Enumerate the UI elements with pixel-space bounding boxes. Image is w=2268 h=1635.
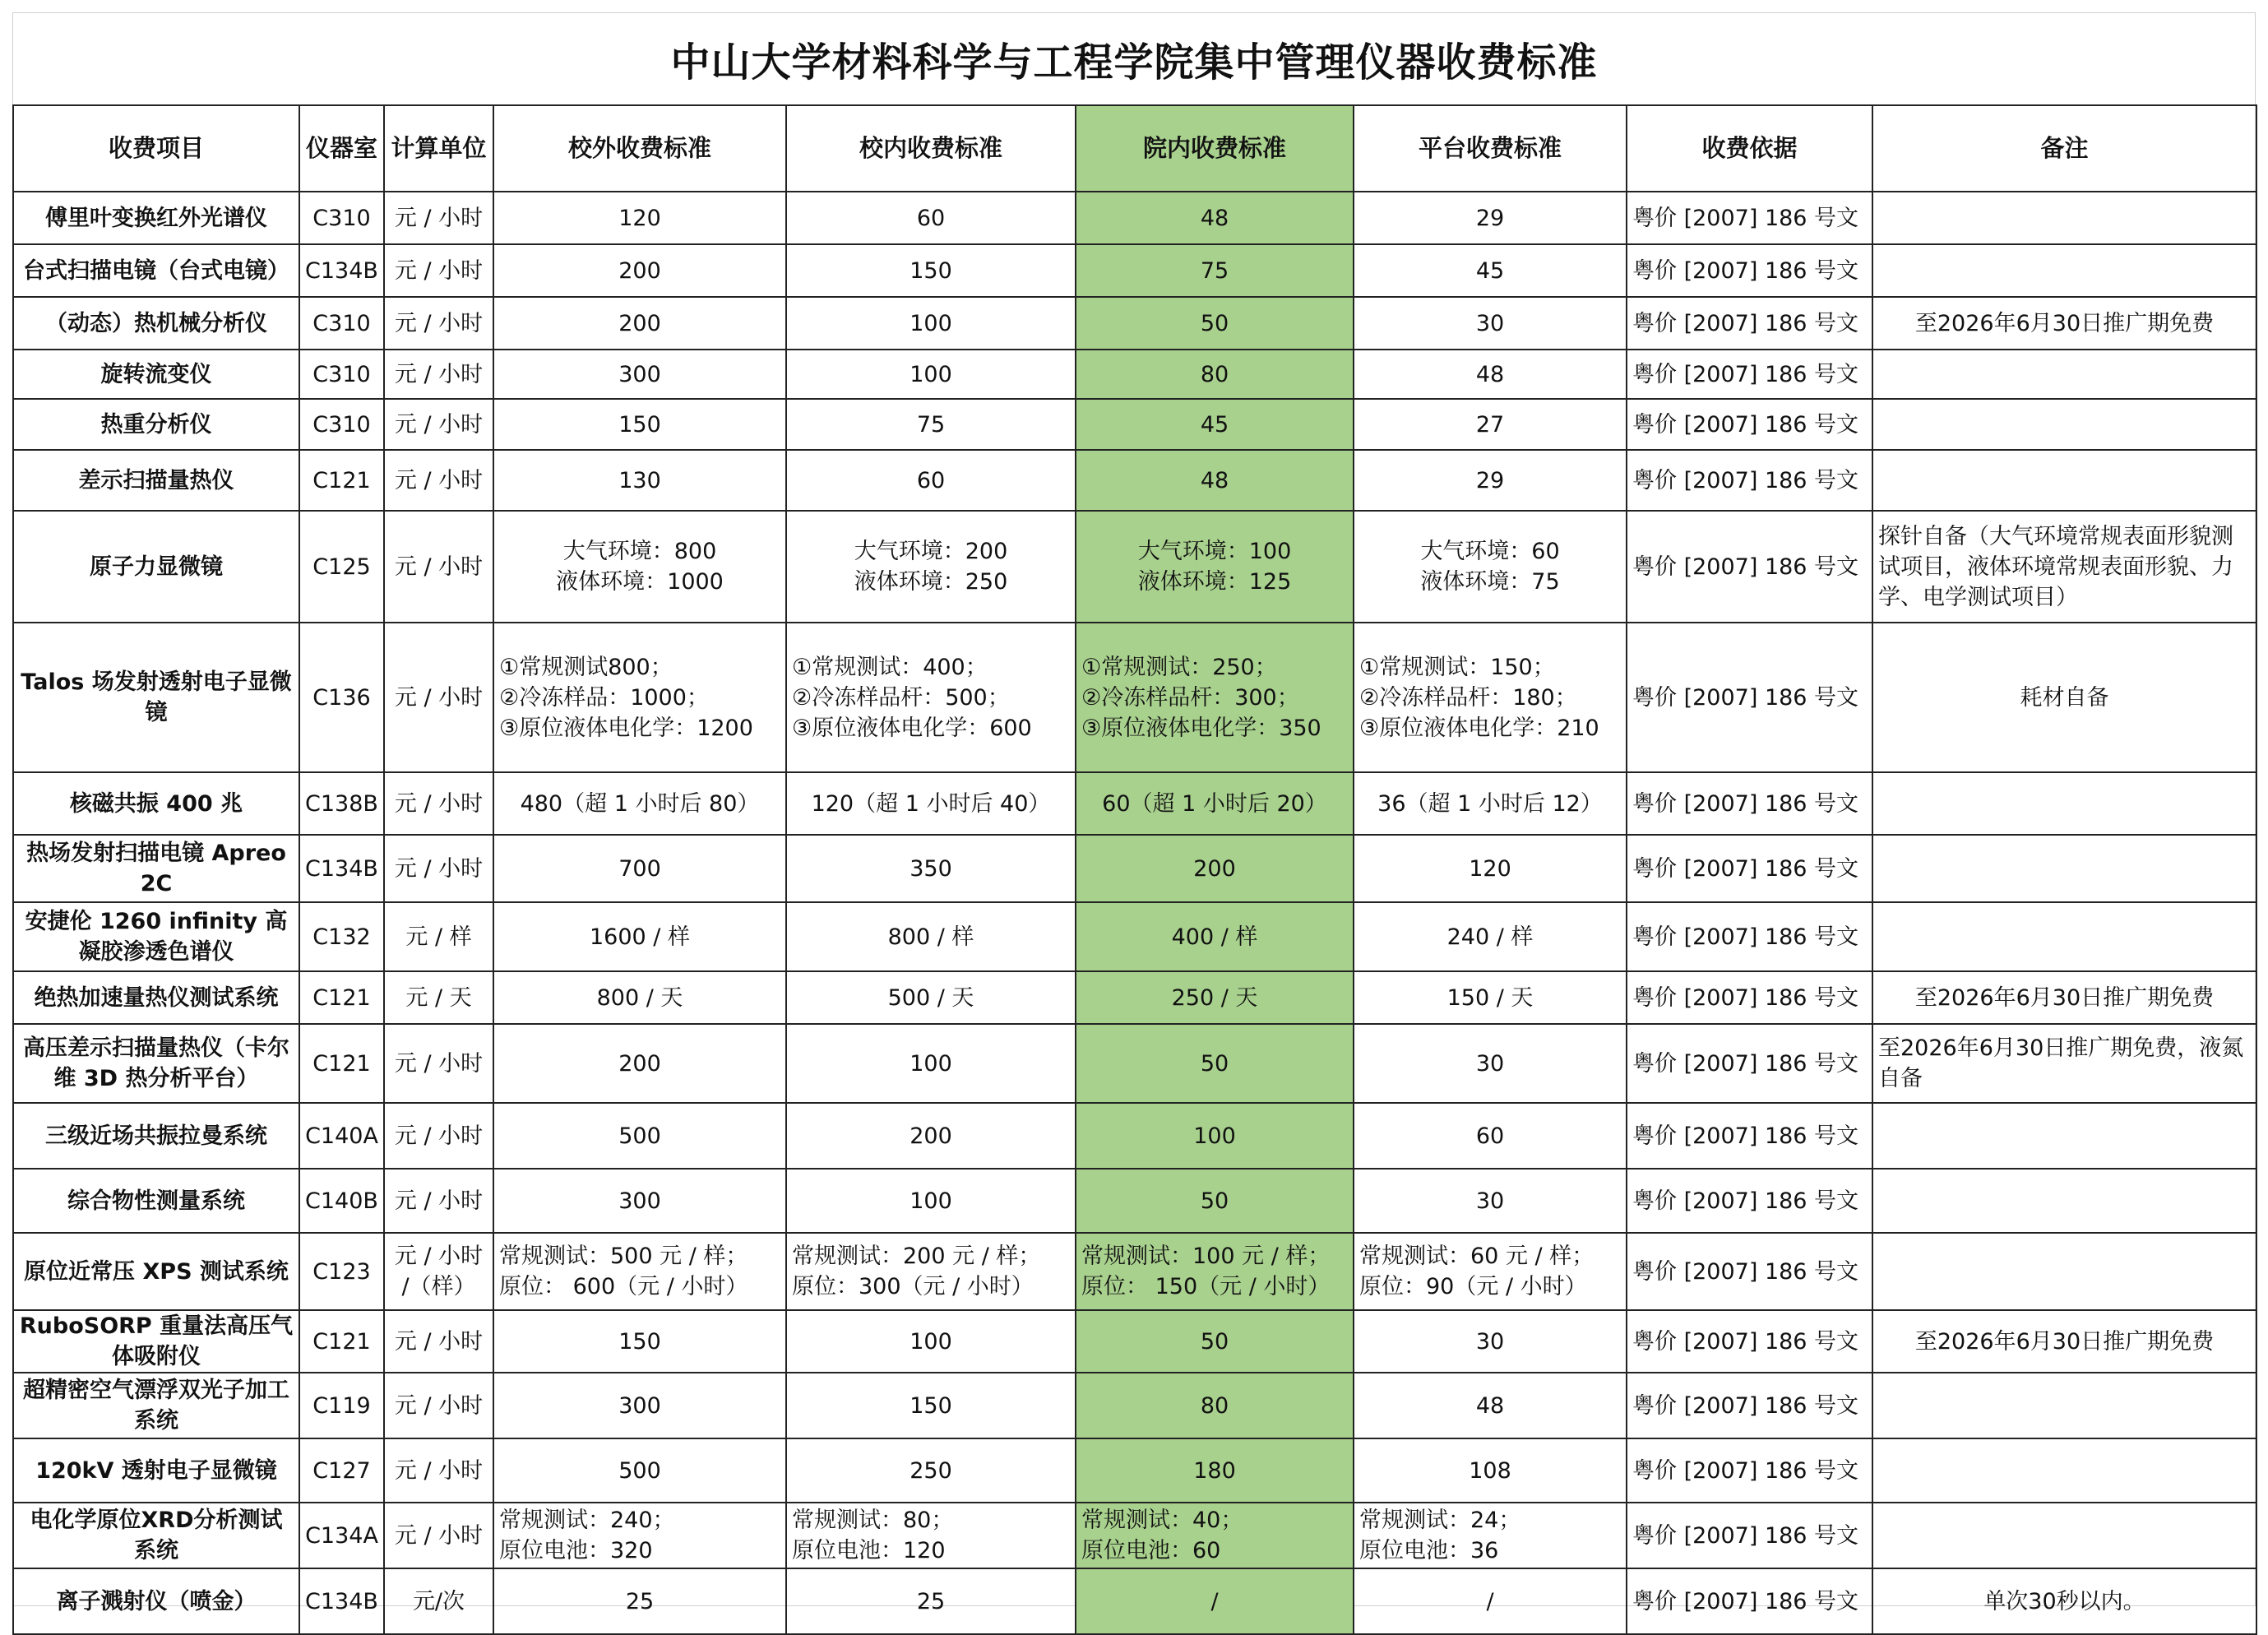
row-department-fee: 80: [1076, 350, 1354, 399]
row-unit: 元 / 小时: [384, 511, 493, 623]
cell-line: ②冷冻样品杆：300；: [1081, 684, 1299, 711]
row-platform-fee: 60: [1354, 1103, 1627, 1169]
cell-line: 原位：300（元 / 小时）: [792, 1274, 1034, 1299]
cell-line: ①常规测试：150；: [1359, 654, 1555, 680]
row-external-fee: 120: [493, 192, 786, 244]
row-external-fee: 150: [493, 399, 786, 450]
row-external-fee: 25: [493, 1568, 786, 1634]
row-note: [1872, 1503, 2256, 1568]
row-unit: 元 / 小时: [384, 772, 493, 835]
table-row: [13, 623, 2256, 772]
row-room: C121: [299, 1310, 384, 1373]
row-item-name: 综合物性测量系统: [13, 1169, 299, 1233]
row-external-fee: 480（超 1 小时后 80）: [493, 772, 786, 835]
row-basis: 粤价 [2007] 186 号文: [1627, 1233, 1872, 1310]
row-department-fee: 50: [1076, 1169, 1354, 1233]
table-row: [13, 1438, 2256, 1503]
cell-line: 原位电池：36: [1359, 1538, 1499, 1563]
cell-line: ③原位液体电化学：600: [792, 715, 1032, 741]
row-internal-fee: 60: [786, 192, 1076, 244]
row-department-fee: [1076, 623, 1354, 772]
row-item-name: 三级近场共振拉曼系统: [13, 1103, 299, 1169]
header-external-fee: 校外收费标准: [493, 105, 786, 192]
table-row: [13, 450, 2256, 511]
cell-line: 原位电池：120: [792, 1538, 946, 1563]
cell-line: ①常规测试800；: [499, 654, 673, 680]
row-room: C121: [299, 1024, 384, 1103]
row-unit: 元 / 小时: [384, 399, 493, 450]
row-internal-fee: 100: [786, 1024, 1076, 1103]
row-internal-fee: 60: [786, 450, 1076, 511]
cell-line: 大气环境：800: [562, 539, 717, 564]
row-item-name: 离子溅射仪（喷金）: [13, 1568, 299, 1634]
row-platform-fee: /: [1354, 1568, 1627, 1634]
row-unit: 元/次: [384, 1568, 493, 1634]
row-note: 至2026年6月30日推广期免费: [1872, 1310, 2256, 1373]
row-item-name: （动态）热机械分析仪: [13, 297, 299, 350]
row-department-fee: 50: [1076, 1024, 1354, 1103]
row-internal-fee: [786, 1233, 1076, 1310]
row-item-name: 热重分析仪: [13, 399, 299, 450]
row-item-name: 热场发射扫描电镜 Apreo 2C: [13, 835, 299, 902]
table-row: [13, 511, 2256, 623]
table-row: [13, 772, 2256, 835]
row-department-fee: 60（超 1 小时后 20）: [1076, 772, 1354, 835]
row-unit: 元 / 小时: [384, 1438, 493, 1503]
header-platform-fee: 平台收费标准: [1354, 105, 1627, 192]
row-item-name: 120kV 透射电子显微镜: [13, 1438, 299, 1503]
row-item-name: RuboSORP 重量法高压气体吸附仪: [13, 1310, 299, 1373]
row-item-name: 高压差示扫描量热仪（卡尔维 3D 热分析平台）: [13, 1024, 299, 1103]
row-room: C121: [299, 450, 384, 511]
row-item-name: 超精密空气漂浮双光子加工系统: [13, 1373, 299, 1438]
row-department-fee: 250 / 天: [1076, 971, 1354, 1024]
row-platform-fee: 30: [1354, 1169, 1627, 1233]
row-external-fee: [493, 1503, 786, 1568]
row-external-fee: 200: [493, 244, 786, 297]
row-department-fee: 400 / 样: [1076, 902, 1354, 971]
row-note: [1872, 192, 2256, 244]
row-note: [1872, 1169, 2256, 1233]
table-row: [13, 192, 2256, 244]
table-row: [13, 902, 2256, 971]
row-external-fee: [493, 511, 786, 623]
row-basis: 粤价 [2007] 186 号文: [1627, 971, 1872, 1024]
row-item-name: 安捷伦 1260 infinity 高凝胶渗透色谱仪: [13, 902, 299, 971]
row-external-fee: 300: [493, 1373, 786, 1438]
row-unit: 元 / 小时: [384, 1103, 493, 1169]
row-external-fee: 700: [493, 835, 786, 902]
table-row: [13, 1233, 2256, 1310]
cell-line: ①常规测试：400；: [792, 654, 988, 680]
row-basis: 粤价 [2007] 186 号文: [1627, 350, 1872, 399]
cell-line: 大气环境：60: [1420, 539, 1560, 564]
row-department-fee: 200: [1076, 835, 1354, 902]
cell-line: /（样）: [401, 1274, 476, 1299]
table-row: [13, 297, 2256, 350]
row-unit: 元 / 小时: [384, 1024, 493, 1103]
row-note: 至2026年6月30日推广期免费: [1872, 297, 2256, 350]
row-internal-fee: 75: [786, 399, 1076, 450]
row-internal-fee: 100: [786, 350, 1076, 399]
row-internal-fee: 100: [786, 1310, 1076, 1373]
fee-table: [12, 104, 2257, 1635]
row-platform-fee: 240 / 样: [1354, 902, 1627, 971]
row-room: C140A: [299, 1103, 384, 1169]
table-row: [13, 835, 2256, 902]
row-unit: 元 / 小时: [384, 350, 493, 399]
row-room: C310: [299, 192, 384, 244]
header-basis: 收费依据: [1627, 105, 1872, 192]
row-internal-fee: 200: [786, 1103, 1076, 1169]
header-note: 备注: [1872, 105, 2256, 192]
row-basis: 粤价 [2007] 186 号文: [1627, 192, 1872, 244]
row-internal-fee: [786, 1503, 1076, 1568]
row-platform-fee: 45: [1354, 244, 1627, 297]
row-internal-fee: [786, 623, 1076, 772]
row-external-fee: [493, 1233, 786, 1310]
row-basis: 粤价 [2007] 186 号文: [1627, 1568, 1872, 1634]
row-unit: 元 / 小时: [384, 835, 493, 902]
cell-line: 常规测试：80；: [792, 1508, 954, 1533]
row-item-name: 绝热加速量热仪测试系统: [13, 971, 299, 1024]
row-room: C134B: [299, 244, 384, 297]
cell-line: 液体环境：75: [1420, 569, 1560, 595]
row-platform-fee: 48: [1354, 350, 1627, 399]
row-external-fee: 800 / 天: [493, 971, 786, 1024]
cell-line: ③原位液体电化学：210: [1359, 715, 1599, 741]
row-room: C134B: [299, 835, 384, 902]
row-basis: 粤价 [2007] 186 号文: [1627, 450, 1872, 511]
row-internal-fee: 25: [786, 1568, 1076, 1634]
row-note: 至2026年6月30日推广期免费: [1872, 971, 2256, 1024]
cell-line: ②冷冻样品杆：180；: [1359, 684, 1577, 711]
row-note: [1872, 1103, 2256, 1169]
table-row: [13, 971, 2256, 1024]
header-item: 收费项目: [13, 105, 299, 192]
row-basis: 粤价 [2007] 186 号文: [1627, 511, 1872, 623]
row-basis: 粤价 [2007] 186 号文: [1627, 835, 1872, 902]
row-item-name: 傅里叶变换红外光谱仪: [13, 192, 299, 244]
cell-line: 大气环境：100: [1137, 539, 1292, 564]
cell-line: 常规测试：200 元 / 样；: [792, 1244, 1041, 1269]
row-room: C123: [299, 1233, 384, 1310]
row-platform-fee: 36（超 1 小时后 12）: [1354, 772, 1627, 835]
cell-line: 常规测试：500 元 / 样；: [499, 1244, 748, 1269]
header-department-fee: 院内收费标准: [1076, 105, 1354, 192]
row-unit: 元 / 小时: [384, 244, 493, 297]
row-unit: 元 / 小时: [384, 450, 493, 511]
row-department-fee: 48: [1076, 192, 1354, 244]
row-note: [1872, 399, 2256, 450]
row-department-fee: 45: [1076, 399, 1354, 450]
row-internal-fee: 250: [786, 1438, 1076, 1503]
row-room: C140B: [299, 1169, 384, 1233]
row-item-name: 原子力显微镜: [13, 511, 299, 623]
row-platform-fee: 27: [1354, 399, 1627, 450]
row-note: 单次30秒以内。: [1872, 1568, 2256, 1634]
row-unit: 元 / 样: [384, 902, 493, 971]
row-platform-fee: 30: [1354, 1024, 1627, 1103]
cell-line: 常规测试：100 元 / 样；: [1081, 1244, 1331, 1269]
cell-line: 液体环境：1000: [556, 569, 724, 595]
row-platform-fee: [1354, 1233, 1627, 1310]
cell-line: 常规测试：24；: [1359, 1508, 1521, 1533]
row-department-fee: [1076, 1503, 1354, 1568]
row-basis: 粤价 [2007] 186 号文: [1627, 297, 1872, 350]
row-basis: 粤价 [2007] 186 号文: [1627, 772, 1872, 835]
row-item-name: 旋转流变仪: [13, 350, 299, 399]
row-platform-fee: [1354, 623, 1627, 772]
row-basis: 粤价 [2007] 186 号文: [1627, 1169, 1872, 1233]
row-note: 至2026年6月30日推广期免费，液氮自备: [1872, 1024, 2256, 1103]
cell-line: 大气环境：200: [854, 539, 1008, 564]
row-internal-fee: 100: [786, 1169, 1076, 1233]
row-internal-fee: [786, 511, 1076, 623]
row-unit: 元 / 天: [384, 971, 493, 1024]
row-department-fee: 180: [1076, 1438, 1354, 1503]
row-note: 探针自备（大气环境常规表面形貌测试项目，液体环境常规表面形貌、力学、电学测试项目）: [1872, 511, 2256, 623]
row-room: C134A: [299, 1503, 384, 1568]
cell-line: 原位：90（元 / 小时）: [1359, 1274, 1587, 1299]
cell-line: 常规测试：60 元 / 样；: [1359, 1244, 1595, 1269]
row-internal-fee: 800 / 样: [786, 902, 1076, 971]
row-note: [1872, 350, 2256, 399]
row-note: 耗材自备: [1872, 623, 2256, 772]
row-external-fee: 200: [493, 297, 786, 350]
row-unit: 元 / 小时: [384, 623, 493, 772]
cell-line: ②冷冻样品：1000；: [499, 684, 709, 711]
row-note: [1872, 1233, 2256, 1310]
row-platform-fee: 30: [1354, 1310, 1627, 1373]
row-department-fee: /: [1076, 1568, 1354, 1634]
cell-line: 常规测试：40；: [1081, 1508, 1243, 1533]
row-note: [1872, 902, 2256, 971]
row-item-name: Talos 场发射透射电子显微镜: [13, 623, 299, 772]
row-platform-fee: 108: [1354, 1438, 1627, 1503]
cell-line: 元 / 小时: [394, 1244, 484, 1269]
row-basis: 粤价 [2007] 186 号文: [1627, 623, 1872, 772]
row-department-fee: 48: [1076, 450, 1354, 511]
row-item-name: 差示扫描量热仪: [13, 450, 299, 511]
row-platform-fee: [1354, 511, 1627, 623]
row-department-fee: 80: [1076, 1373, 1354, 1438]
cell-line: 液体环境：250: [854, 569, 1008, 595]
cell-line: 原位电池：60: [1081, 1538, 1221, 1563]
row-basis: 粤价 [2007] 186 号文: [1627, 244, 1872, 297]
row-note: [1872, 244, 2256, 297]
row-platform-fee: [1354, 1503, 1627, 1568]
row-basis: 粤价 [2007] 186 号文: [1627, 1503, 1872, 1568]
row-external-fee: [493, 623, 786, 772]
row-external-fee: 150: [493, 1310, 786, 1373]
row-external-fee: 300: [493, 1169, 786, 1233]
row-unit: 元 / 小时: [384, 1310, 493, 1373]
row-room: C136: [299, 623, 384, 772]
cell-line: 原位电池：320: [499, 1538, 653, 1563]
row-note: [1872, 772, 2256, 835]
row-basis: 粤价 [2007] 186 号文: [1627, 1103, 1872, 1169]
table-row: [13, 1373, 2256, 1438]
row-department-fee: 50: [1076, 1310, 1354, 1373]
row-external-fee: 500: [493, 1438, 786, 1503]
row-platform-fee: 48: [1354, 1373, 1627, 1438]
cell-line: 液体环境：125: [1137, 569, 1292, 595]
row-department-fee: 100: [1076, 1103, 1354, 1169]
row-external-fee: 1600 / 样: [493, 902, 786, 971]
cell-line: ③原位液体电化学：350: [1081, 715, 1321, 741]
row-note: [1872, 1373, 2256, 1438]
row-department-fee: 50: [1076, 297, 1354, 350]
row-room: C119: [299, 1373, 384, 1438]
row-item-name: 原位近常压 XPS 测试系统: [13, 1233, 299, 1310]
row-unit: 元 / 小时: [384, 192, 493, 244]
row-room: C125: [299, 511, 384, 623]
row-item-name: 台式扫描电镜（台式电镜）: [13, 244, 299, 297]
row-unit: 元 / 小时: [384, 1169, 493, 1233]
row-note: [1872, 450, 2256, 511]
row-department-fee: [1076, 511, 1354, 623]
row-internal-fee: 500 / 天: [786, 971, 1076, 1024]
row-external-fee: 130: [493, 450, 786, 511]
header-room: 仪器室: [299, 105, 384, 192]
row-platform-fee: 150 / 天: [1354, 971, 1627, 1024]
table-row: [13, 350, 2256, 399]
row-room: C134B: [299, 1568, 384, 1634]
cell-line: ①常规测试：250；: [1081, 654, 1277, 680]
row-internal-fee: 150: [786, 244, 1076, 297]
table-row: [13, 1310, 2256, 1373]
page-title: 中山大学材料科学与工程学院集中管理仪器收费标准: [670, 39, 1598, 86]
row-unit: 元 / 小时: [384, 1373, 493, 1438]
cell-line: 原位： 150（元 / 小时）: [1081, 1274, 1331, 1299]
table-row: [13, 399, 2256, 450]
cell-line: ②冷冻样品杆：500；: [792, 684, 1010, 711]
row-unit: 元 / 小时: [384, 1503, 493, 1568]
row-basis: 粤价 [2007] 186 号文: [1627, 1438, 1872, 1503]
row-item-name: 电化学原位XRD分析测试系统: [13, 1503, 299, 1568]
row-department-fee: 75: [1076, 244, 1354, 297]
header-internal-fee: 校内收费标准: [786, 105, 1076, 192]
row-room: C121: [299, 971, 384, 1024]
row-platform-fee: 30: [1354, 297, 1627, 350]
row-room: C132: [299, 902, 384, 971]
table-row: [13, 1568, 2256, 1634]
row-note: [1872, 1438, 2256, 1503]
row-basis: 粤价 [2007] 186 号文: [1627, 1024, 1872, 1103]
header-unit: 计算单位: [384, 105, 493, 192]
row-external-fee: 300: [493, 350, 786, 399]
row-room: C127: [299, 1438, 384, 1503]
row-platform-fee: 29: [1354, 450, 1627, 511]
cell-line: 常规测试：240；: [499, 1508, 675, 1533]
row-internal-fee: 350: [786, 835, 1076, 902]
table-row: [13, 1503, 2256, 1568]
row-item-name: 核磁共振 400 兆: [13, 772, 299, 835]
row-basis: 粤价 [2007] 186 号文: [1627, 399, 1872, 450]
row-room: C138B: [299, 772, 384, 835]
row-platform-fee: 29: [1354, 192, 1627, 244]
row-external-fee: 500: [493, 1103, 786, 1169]
row-room: C310: [299, 297, 384, 350]
row-internal-fee: 150: [786, 1373, 1076, 1438]
row-internal-fee: 120（超 1 小时后 40）: [786, 772, 1076, 835]
table-row: [13, 1169, 2256, 1233]
row-room: C310: [299, 399, 384, 450]
row-platform-fee: 120: [1354, 835, 1627, 902]
row-room: C310: [299, 350, 384, 399]
row-unit: [384, 1233, 493, 1310]
row-basis: 粤价 [2007] 186 号文: [1627, 1373, 1872, 1438]
row-unit: 元 / 小时: [384, 297, 493, 350]
row-external-fee: 200: [493, 1024, 786, 1103]
table-row: [13, 1103, 2256, 1169]
table-row: [13, 244, 2256, 297]
row-basis: 粤价 [2007] 186 号文: [1627, 902, 1872, 971]
header-row: [13, 105, 2256, 192]
row-note: [1872, 835, 2256, 902]
cell-line: 原位： 600（元 / 小时）: [499, 1274, 748, 1299]
cell-line: ③原位液体电化学：1200: [499, 715, 753, 741]
row-department-fee: [1076, 1233, 1354, 1310]
table-row: [13, 1024, 2256, 1103]
row-basis: 粤价 [2007] 186 号文: [1627, 1310, 1872, 1373]
row-internal-fee: 100: [786, 297, 1076, 350]
